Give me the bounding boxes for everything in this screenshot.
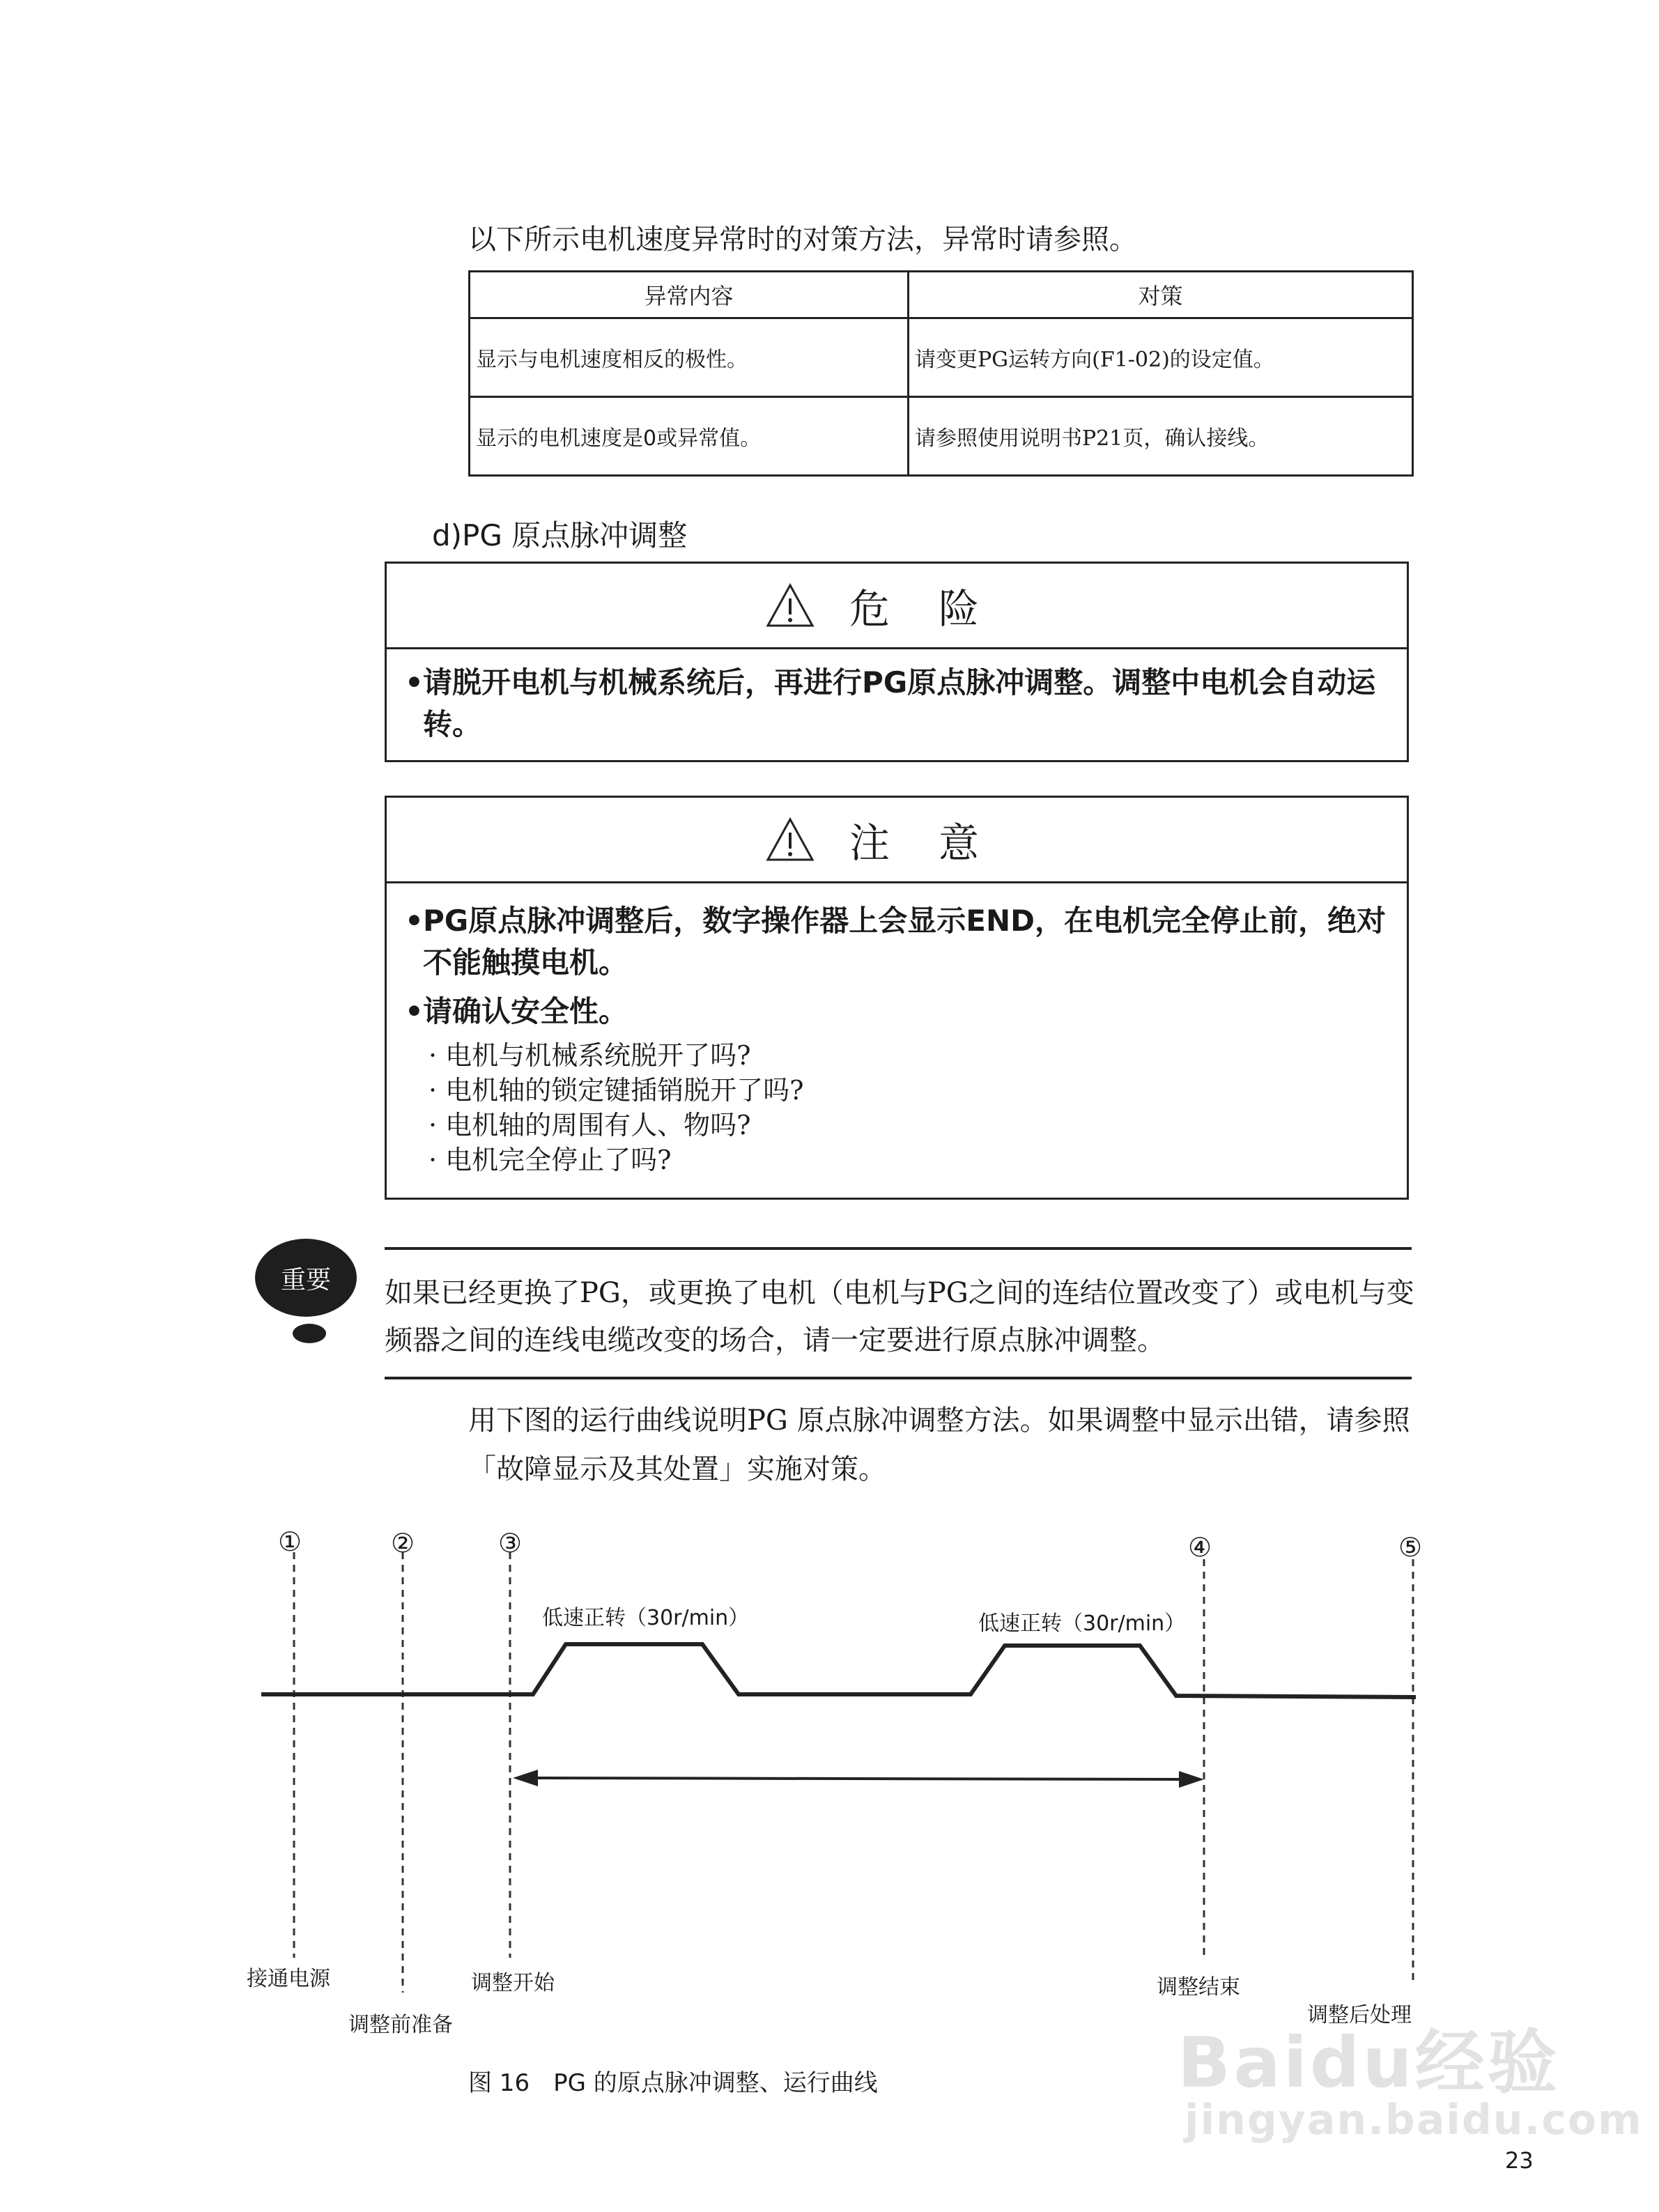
marker-5: ⑤ bbox=[1398, 1532, 1423, 1563]
stage-label-pre-adjust: 调整前准备 bbox=[348, 2013, 453, 2037]
marker-1: ① bbox=[277, 1526, 302, 1557]
caution-header bbox=[387, 798, 1407, 883]
pulse-label-1: 低速正转（30r/min） bbox=[542, 1606, 750, 1630]
check-item: · 电机轴的锁定键插销脱开了吗? bbox=[429, 1075, 804, 1106]
danger-header bbox=[387, 564, 1407, 649]
diagram-intro-paragraph bbox=[468, 1396, 1416, 1494]
danger-box bbox=[385, 562, 1409, 762]
stage-label-post-adjust: 调整后处理 bbox=[1307, 2003, 1412, 2027]
stage-label-power-on: 接通电源 bbox=[247, 1967, 330, 1991]
caution-bullet: •PG原点脉冲调整后，数字操作器上会显示END，在电机完全停止前，绝对 bbox=[405, 904, 1386, 938]
arrow-head-left-icon bbox=[513, 1770, 538, 1786]
table-cell: 请参照使用说明书P21页，确认接线。 bbox=[909, 397, 1413, 476]
section-title: d)PG 原点脉冲调整 bbox=[432, 518, 688, 552]
speed-abnormal-table bbox=[468, 270, 1414, 477]
warning-triangle-icon bbox=[766, 817, 815, 862]
marker-4: ④ bbox=[1187, 1532, 1212, 1563]
paragraph-line: 「故障显示及其处置」实施对策。 bbox=[468, 1453, 886, 1485]
divider-rule bbox=[385, 1247, 1412, 1250]
table-header-cell: 对策 bbox=[909, 272, 1413, 318]
danger-bullet-cont: 转。 bbox=[423, 707, 482, 741]
divider-rule bbox=[385, 1377, 1412, 1379]
important-badge-tail bbox=[293, 1324, 326, 1343]
important-text bbox=[385, 1269, 1416, 1364]
table-header-cell: 异常内容 bbox=[470, 272, 909, 318]
danger-bullet: •请脱开电机与机械系统后，再进行PG原点脉冲调整。调整中电机会自动运 bbox=[405, 665, 1376, 699]
caution-bullet: •请确认安全性。 bbox=[405, 994, 628, 1028]
arrow-head-right-icon bbox=[1179, 1771, 1204, 1788]
table-cell: 显示的电机速度是0或异常值。 bbox=[470, 397, 909, 476]
stage-label-adjust-start: 调整开始 bbox=[471, 1971, 555, 1995]
caution-title: 注意 bbox=[849, 819, 1028, 867]
adjust-span-arrow bbox=[530, 1778, 1187, 1779]
operation-curve bbox=[261, 1644, 1416, 1697]
caution-box bbox=[385, 796, 1409, 1200]
page-number: 23 bbox=[1505, 2147, 1534, 2174]
watermark-logo: Baidu经验 bbox=[1178, 2022, 1560, 2103]
check-item: · 电机与机械系统脱开了吗? bbox=[429, 1040, 751, 1071]
operation-curve-diagram bbox=[0, 1491, 1659, 2048]
watermark-url: jingyan.baidu.com bbox=[1185, 2096, 1643, 2144]
important-line: 频器之间的连线电缆改变的场合，请一定要进行原点脉冲调整。 bbox=[385, 1324, 1165, 1356]
warning-triangle-icon bbox=[766, 583, 815, 628]
important-line: 如果已经更换了PG，或更换了电机（电机与PG之间的连结位置改变了）或电机与变 bbox=[385, 1277, 1414, 1309]
marker-2: ② bbox=[390, 1528, 415, 1559]
check-item: · 电机完全停止了吗? bbox=[429, 1145, 672, 1175]
table-row bbox=[470, 318, 1413, 397]
pulse-label-2: 低速正转（30r/min） bbox=[978, 1611, 1186, 1636]
caution-bullet-cont: 不能触摸电机。 bbox=[423, 945, 628, 980]
figure-caption: 图 16 PG 的原点脉冲调整、运行曲线 bbox=[468, 2069, 878, 2097]
marker-3: ③ bbox=[497, 1528, 523, 1559]
table-row bbox=[470, 397, 1413, 476]
stage-label-adjust-end: 调整结束 bbox=[1157, 1975, 1240, 2000]
table-cell: 请变更PG运转方向(F1-02)的设定值。 bbox=[909, 318, 1413, 397]
table-header-row bbox=[470, 272, 1413, 318]
check-item: · 电机轴的周围有人、物吗? bbox=[429, 1110, 751, 1140]
paragraph-line: 用下图的运行曲线说明PG 原点脉冲调整方法。如果调整中显示出错，请参照 bbox=[468, 1405, 1410, 1437]
table-cell: 显示与电机速度相反的极性。 bbox=[470, 318, 909, 397]
important-badge: 重要 bbox=[255, 1239, 357, 1317]
intro-text: 以下所示电机速度异常时的对策方法，异常时请参照。 bbox=[468, 224, 1137, 256]
danger-title: 危险 bbox=[849, 585, 1028, 633]
